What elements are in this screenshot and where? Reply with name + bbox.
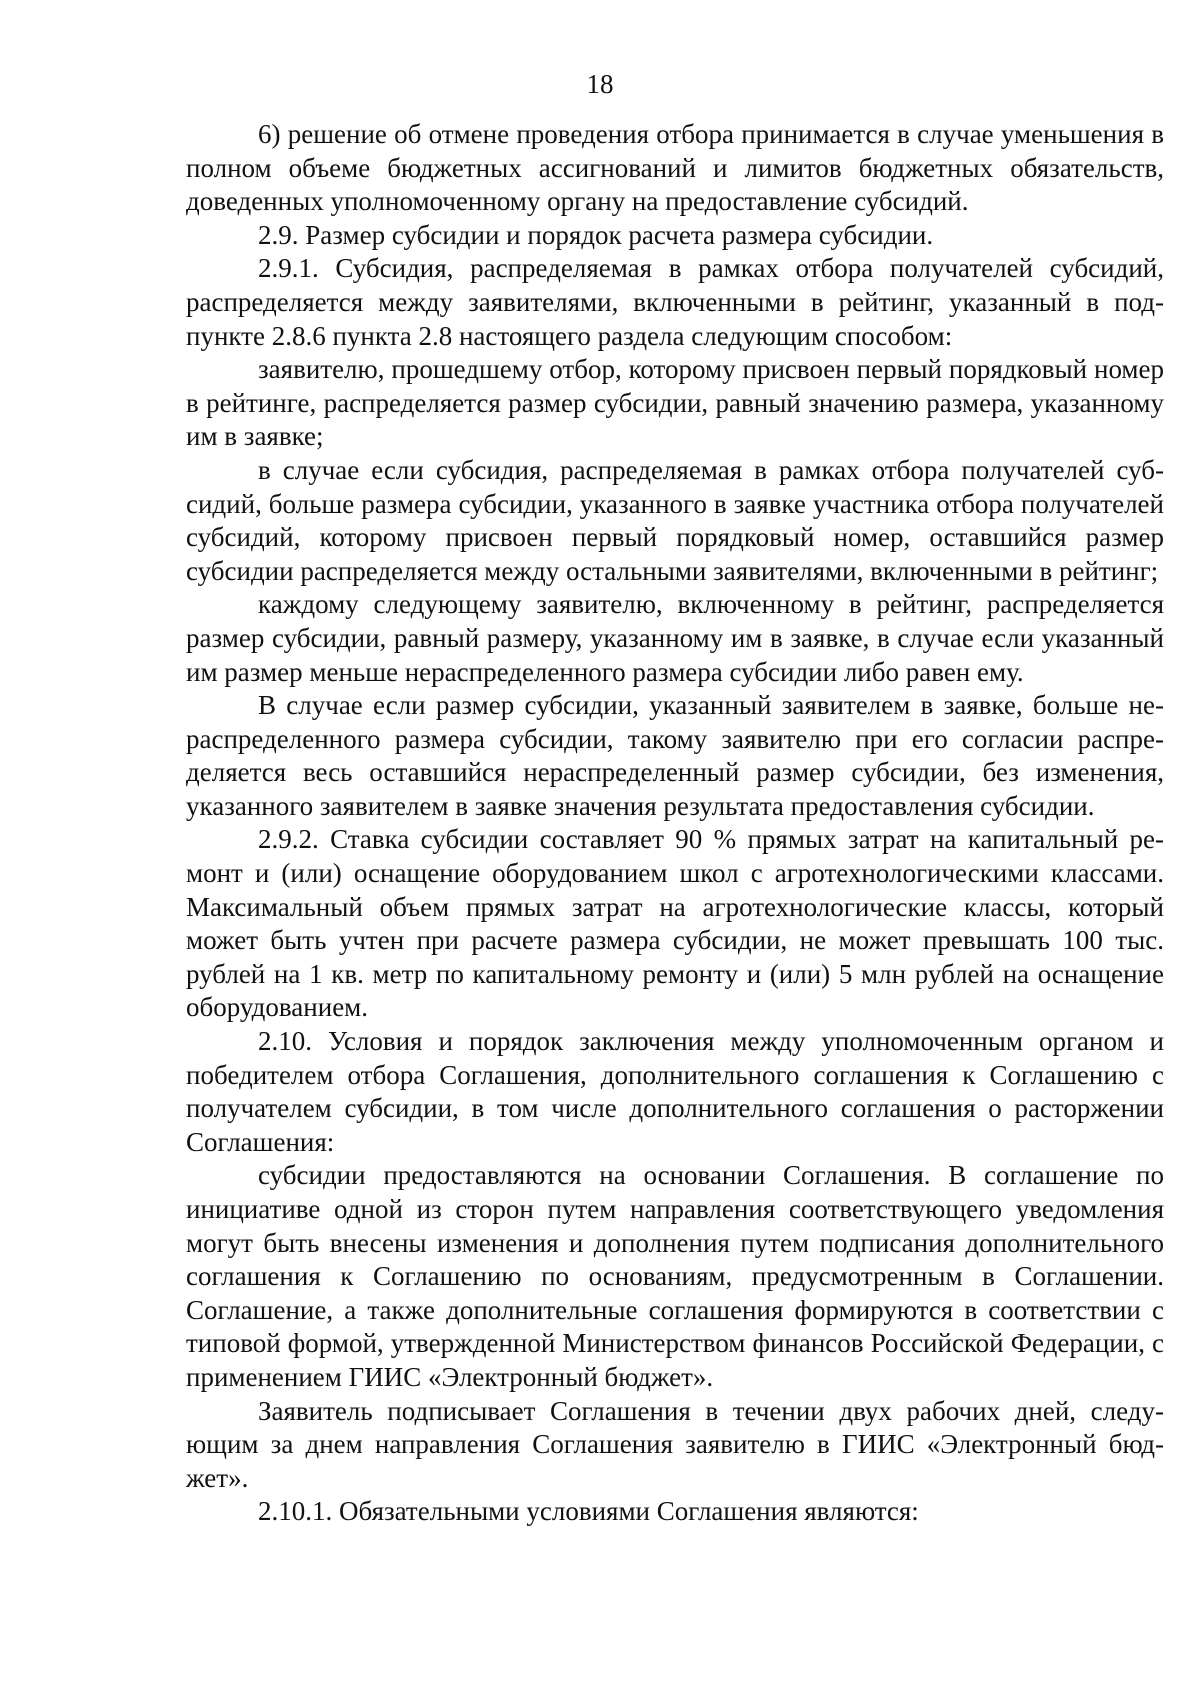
paragraph-2-9-2: 2.9.2. Ставка субсидии составляет 90 % прямых затрат на капитальный ремонт и (или) оснащение оборудованием школ с агротехнологическими классами. Максимальный объем прямых затрат на агротехнологические классы, который может быть учтен при расчете размера субсидии, не может превышать 100 тыс. рублей на 1 кв. метр по капитальному ремонту и (или) 5 млн рублей на оснащение оборудованием. <box>186 824 1164 1023</box>
paragraph-next-applicant: каждому следующему заявителю, включенному в рейтинг, распределяется размер субсидии, равный размеру, указанному им в заявке, в случае если указанный им размер меньше нераспределенного размера субсидии либо равен ему. <box>186 589 1164 687</box>
paragraph-first-applicant: заявителю, прошедшему отбор, которому присвоен первый порядковый номер в рейтинге, распределяется размер субсидии, равный значению размера, указанному им в заявке; <box>186 354 1164 452</box>
paragraph-2-9-1: 2.9.1. Субсидия, распределяемая в рамках отбора получателей субсидий, распределяется между заявителями, включенными в рейтинг, указанный в подпункте 2.8.6 пункта 2.8 настоящего раздела следующим способом: <box>186 253 1164 351</box>
paragraph-exceeding-amount: В случае если размер субсидии, указанный заявителем в заявке, больше нераспределенного размера субсидии, такому заявителю при его согласии распределяется весь оставшийся нераспределенный размер субсидии, без изменения, указанного заявителем в заявке значения результата предоставления субсидии. <box>186 690 1164 821</box>
section-heading-2-10: 2.10. Условия и порядок заключения между уполномоченным органом и победителем отбора Соглашения, дополнительного соглашения к Соглашению с получателем субсидии, в том числе дополнительного соглашения о расторжении Соглашения: <box>186 1026 1164 1157</box>
paragraph-cancel-selection: 6) решение об отмене проведения отбора принимается в случае уменьшения в полном объеме бюджетных ассигнований и лимитов бюджетных обязательств, доведенных уполномоченному органу на предоставление субсидий. <box>186 119 1164 217</box>
paragraph-agreement-basis: субсидии предоставляются на основании Соглашения. В соглашение по инициативе одной из сторон путем направления соответствующего уведомления могут быть внесены изменения и дополнения путем подписания дополнительного соглашения к Соглашению по основаниям, предусмотренным в Соглашении. Соглашение, а также дополнительные соглашения формируются в соответствии с типовой формой, утвержденной Министерством финансов Российской Федерации, с применением ГИИС «Электронный бюджет». <box>186 1160 1164 1392</box>
paragraph-signing-term: Заявитель подписывает Соглашения в течении двух рабочих дней, следующим за днем направления Соглашения заявителю в ГИИС «Электронный бюджет». <box>186 1395 1164 1493</box>
paragraph-remaining-subsidy: в случае если субсидия, распределяемая в рамках отбора получателей субсидий, больше размера субсидии, указанного в заявке участника отбора получателей субсидий, которому присвоен первый порядковый номер, оставшийся размер субсидии распределяется между остальными заявителями, включенными в рейтинг; <box>186 454 1164 586</box>
paragraph-2-10-1: 2.10.1. Обязательными условиями Соглашения являются: <box>258 1496 919 1527</box>
section-heading-2-9: 2.9. Размер субсидии и порядок расчета размера субсидии. <box>258 219 934 250</box>
document-body <box>186 118 1164 1529</box>
page-number: 18 <box>586 69 614 99</box>
